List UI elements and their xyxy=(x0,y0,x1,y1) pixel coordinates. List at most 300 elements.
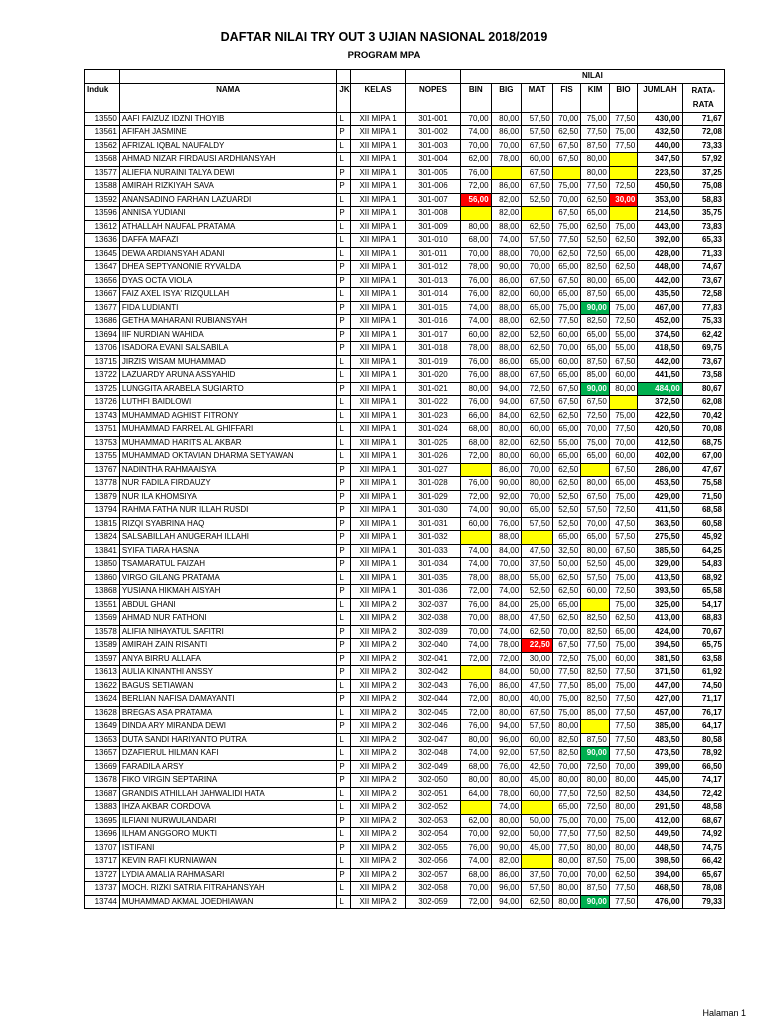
cell-bin: 68,00 xyxy=(460,234,491,248)
cell-bio: 70,00 xyxy=(609,436,638,450)
header-blank xyxy=(337,70,351,84)
cell-rata: 37,25 xyxy=(682,166,724,180)
cell-nopes: 301-017 xyxy=(406,328,461,342)
cell-jk: L xyxy=(337,598,351,612)
cell-jk: P xyxy=(337,639,351,653)
cell-jumlah: 392,00 xyxy=(638,234,682,248)
cell-bio: 57,50 xyxy=(609,531,638,545)
cell-fis: 65,00 xyxy=(552,450,581,464)
header-blank xyxy=(119,70,337,84)
cell-nama: BERLIAN NAFISA DAMAYANTI xyxy=(119,693,337,707)
cell-fis: 65,00 xyxy=(552,801,581,815)
cell-nama: MUHAMMAD HARITS AL AKBAR xyxy=(119,436,337,450)
cell-kelas: XII MIPA 1 xyxy=(351,315,406,329)
cell-big: 90,00 xyxy=(491,261,522,275)
cell-jk: P xyxy=(337,693,351,707)
cell-fis: 55,00 xyxy=(552,436,581,450)
cell-kelas: XII MIPA 2 xyxy=(351,720,406,734)
cell-bin: 72,00 xyxy=(460,490,491,504)
cell-kelas: XII MIPA 1 xyxy=(351,531,406,545)
cell-rata: 68,67 xyxy=(682,814,724,828)
cell-mat: 70,00 xyxy=(522,463,553,477)
cell-fis: 77,50 xyxy=(552,234,581,248)
cell-fis: 67,50 xyxy=(552,639,581,653)
cell-rata: 65,67 xyxy=(682,868,724,882)
header-jk: JK xyxy=(337,83,351,112)
cell-mat: 57,50 xyxy=(522,234,553,248)
cell-bio: 75,00 xyxy=(609,409,638,423)
cell-bio: 75,00 xyxy=(609,639,638,653)
cell-mat: 47,50 xyxy=(522,544,553,558)
cell-bin: 76,00 xyxy=(460,369,491,383)
cell-fis: 82,50 xyxy=(552,747,581,761)
cell-kim: 87,50 xyxy=(581,882,610,896)
cell-nopes: 301-005 xyxy=(406,166,461,180)
cell-kelas: XII MIPA 1 xyxy=(351,234,406,248)
cell-jumlah: 394,50 xyxy=(638,639,682,653)
cell-kelas: XII MIPA 1 xyxy=(351,396,406,410)
cell-kim: 80,00 xyxy=(581,153,610,167)
cell-nopes: 301-036 xyxy=(406,585,461,599)
cell-big: 88,00 xyxy=(491,369,522,383)
cell-jk: L xyxy=(337,436,351,450)
cell-rata: 73,33 xyxy=(682,139,724,153)
cell-big: 80,00 xyxy=(491,450,522,464)
cell-jumlah: 450,50 xyxy=(638,180,682,194)
cell-rata: 68,58 xyxy=(682,504,724,518)
cell-mat: 65,00 xyxy=(522,504,553,518)
cell-jk: L xyxy=(337,787,351,801)
cell-induk: 13588 xyxy=(85,180,120,194)
cell-induk: 13755 xyxy=(85,450,120,464)
cell-mat: 40,00 xyxy=(522,693,553,707)
cell-bio: 77,50 xyxy=(609,733,638,747)
cell-rata: 64,25 xyxy=(682,544,724,558)
cell-big: 88,00 xyxy=(491,342,522,356)
cell-fis: 75,00 xyxy=(552,301,581,315)
cell-kim: 65,00 xyxy=(581,328,610,342)
cell-mat: 57,50 xyxy=(522,747,553,761)
cell-mat xyxy=(522,801,553,815)
cell-kelas: XII MIPA 1 xyxy=(351,153,406,167)
table-row xyxy=(85,207,725,221)
cell-induk: 13653 xyxy=(85,733,120,747)
cell-kelas: XII MIPA 1 xyxy=(351,193,406,207)
cell-kelas: XII MIPA 1 xyxy=(351,301,406,315)
cell-induk: 13562 xyxy=(85,139,120,153)
cell-nama: DZAFIERUL HILMAN KAFI xyxy=(119,747,337,761)
cell-big: 72,00 xyxy=(491,652,522,666)
cell-jk: L xyxy=(337,895,351,909)
cell-nama: MOCH. RIZKI SATRIA FITRAHANSYAH xyxy=(119,882,337,896)
cell-bio: 67,50 xyxy=(609,544,638,558)
cell-fis: 62,50 xyxy=(552,571,581,585)
cell-bio: 62,50 xyxy=(609,868,638,882)
cell-bio: 75,00 xyxy=(609,855,638,869)
cell-jumlah: 453,50 xyxy=(638,477,682,491)
cell-jk: P xyxy=(337,558,351,572)
cell-fis: 70,00 xyxy=(552,342,581,356)
cell-rata: 64,17 xyxy=(682,720,724,734)
cell-bin: 72,00 xyxy=(460,450,491,464)
cell-induk: 13577 xyxy=(85,166,120,180)
cell-jumlah: 402,00 xyxy=(638,450,682,464)
cell-fis: 70,00 xyxy=(552,760,581,774)
cell-jk: P xyxy=(337,328,351,342)
cell-fis: 70,00 xyxy=(552,625,581,639)
cell-nopes: 302-058 xyxy=(406,882,461,896)
cell-fis: 67,50 xyxy=(552,153,581,167)
cell-induk: 13695 xyxy=(85,814,120,828)
cell-nopes: 301-032 xyxy=(406,531,461,545)
cell-bin: 74,00 xyxy=(460,504,491,518)
cell-mat: 67,50 xyxy=(522,139,553,153)
cell-kim: 75,00 xyxy=(581,652,610,666)
cell-jumlah: 385,50 xyxy=(638,544,682,558)
cell-induk: 13612 xyxy=(85,220,120,234)
cell-big: 94,00 xyxy=(491,396,522,410)
cell-kelas: XII MIPA 1 xyxy=(351,517,406,531)
cell-kelas: XII MIPA 1 xyxy=(351,409,406,423)
cell-induk: 13656 xyxy=(85,274,120,288)
cell-jumlah: 381,50 xyxy=(638,652,682,666)
cell-jumlah: 441,50 xyxy=(638,369,682,383)
cell-bio: 65,00 xyxy=(609,477,638,491)
cell-bin: 78,00 xyxy=(460,342,491,356)
cell-fis: 62,50 xyxy=(552,409,581,423)
cell-big: 70,00 xyxy=(491,558,522,572)
header-blank xyxy=(351,70,406,84)
cell-bio: 77,50 xyxy=(609,666,638,680)
cell-nopes: 301-029 xyxy=(406,490,461,504)
cell-rata: 68,75 xyxy=(682,436,724,450)
cell-kim: 87,50 xyxy=(581,733,610,747)
cell-big: 90,00 xyxy=(491,504,522,518)
cell-rata: 68,83 xyxy=(682,612,724,626)
cell-kim: 65,00 xyxy=(581,207,610,221)
document-subtitle: PROGRAM MPA xyxy=(347,50,421,61)
cell-fis: 52,50 xyxy=(552,490,581,504)
cell-rata: 71,50 xyxy=(682,490,724,504)
cell-induk: 13667 xyxy=(85,288,120,302)
cell-induk: 13677 xyxy=(85,301,120,315)
cell-nama: AFIFAH JASMINE xyxy=(119,126,337,140)
cell-kelas: XII MIPA 2 xyxy=(351,598,406,612)
cell-bio: 75,00 xyxy=(609,571,638,585)
cell-nama: DHEA SEPTYANONIE RYVALDA xyxy=(119,261,337,275)
cell-kelas: XII MIPA 1 xyxy=(351,328,406,342)
cell-jumlah: 374,50 xyxy=(638,328,682,342)
cell-rata: 80,67 xyxy=(682,382,724,396)
header-bio: BIO xyxy=(609,83,638,112)
table-row xyxy=(85,625,725,639)
table-row xyxy=(85,477,725,491)
cell-kelas: XII MIPA 2 xyxy=(351,652,406,666)
cell-bin: 74,00 xyxy=(460,126,491,140)
cell-mat: 70,00 xyxy=(522,247,553,261)
cell-kelas: XII MIPA 2 xyxy=(351,760,406,774)
cell-mat: 80,00 xyxy=(522,477,553,491)
cell-bin: 80,00 xyxy=(460,774,491,788)
table-row xyxy=(85,450,725,464)
cell-mat: 52,50 xyxy=(522,328,553,342)
cell-jk: L xyxy=(337,409,351,423)
cell-bin: 78,00 xyxy=(460,261,491,275)
cell-big: 88,00 xyxy=(491,571,522,585)
cell-kelas: XII MIPA 2 xyxy=(351,895,406,909)
cell-big: 80,00 xyxy=(491,112,522,126)
cell-nopes: 301-023 xyxy=(406,409,461,423)
cell-jk: P xyxy=(337,720,351,734)
cell-bin: 76,00 xyxy=(460,355,491,369)
cell-bio: 77,50 xyxy=(609,112,638,126)
cell-kim: 72,50 xyxy=(581,760,610,774)
header-jumlah: JUMLAH xyxy=(638,83,682,112)
cell-jk: L xyxy=(337,612,351,626)
cell-bio: 72,50 xyxy=(609,585,638,599)
cell-induk: 13589 xyxy=(85,639,120,653)
cell-bio: 77,50 xyxy=(609,720,638,734)
cell-bio xyxy=(609,166,638,180)
cell-rata: 72,58 xyxy=(682,288,724,302)
cell-jumlah: 412,00 xyxy=(638,814,682,828)
cell-induk: 13726 xyxy=(85,396,120,410)
cell-big: 76,00 xyxy=(491,760,522,774)
cell-nama: ISTIFANI xyxy=(119,841,337,855)
cell-big: 84,00 xyxy=(491,666,522,680)
cell-mat: 60,00 xyxy=(522,153,553,167)
table-row xyxy=(85,261,725,275)
cell-bin: 72,00 xyxy=(460,180,491,194)
cell-jk: P xyxy=(337,517,351,531)
cell-nama: SYIFA TIARA HASNA xyxy=(119,544,337,558)
cell-kelas: XII MIPA 2 xyxy=(351,747,406,761)
cell-jumlah: 363,50 xyxy=(638,517,682,531)
cell-big: 88,00 xyxy=(491,220,522,234)
cell-bio: 65,00 xyxy=(609,247,638,261)
cell-bio: 82,50 xyxy=(609,787,638,801)
cell-big: 86,00 xyxy=(491,679,522,693)
cell-induk: 13669 xyxy=(85,760,120,774)
cell-big: 82,00 xyxy=(491,207,522,221)
cell-kelas: XII MIPA 1 xyxy=(351,436,406,450)
cell-bin: 72,00 xyxy=(460,895,491,909)
cell-bin: 74,00 xyxy=(460,315,491,329)
cell-big: 82,00 xyxy=(491,288,522,302)
cell-rata: 61,92 xyxy=(682,666,724,680)
cell-nama: FAIZ AXEL ISYA' RIZQULLAH xyxy=(119,288,337,302)
cell-fis: 80,00 xyxy=(552,720,581,734)
cell-nopes: 301-007 xyxy=(406,193,461,207)
cell-kelas: XII MIPA 1 xyxy=(351,261,406,275)
table-row xyxy=(85,760,725,774)
cell-kelas: XII MIPA 1 xyxy=(351,355,406,369)
cell-jk: P xyxy=(337,315,351,329)
cell-kim xyxy=(581,463,610,477)
cell-big: 74,00 xyxy=(491,585,522,599)
cell-big: 84,00 xyxy=(491,598,522,612)
cell-rata: 35,75 xyxy=(682,207,724,221)
cell-big: 92,00 xyxy=(491,747,522,761)
cell-fis: 80,00 xyxy=(552,882,581,896)
cell-induk: 13645 xyxy=(85,247,120,261)
table-row xyxy=(85,855,725,869)
cell-jumlah: 445,00 xyxy=(638,774,682,788)
cell-rata: 47,67 xyxy=(682,463,724,477)
cell-mat: 72,50 xyxy=(522,382,553,396)
table-row xyxy=(85,774,725,788)
cell-nama: AMIRAH ZAIN RISANTI xyxy=(119,639,337,653)
cell-fis: 65,00 xyxy=(552,261,581,275)
cell-nama: LUTHFI BAIDLOWI xyxy=(119,396,337,410)
cell-jumlah: 448,00 xyxy=(638,261,682,275)
cell-big: 78,00 xyxy=(491,787,522,801)
cell-jumlah: 468,50 xyxy=(638,882,682,896)
cell-kelas: XII MIPA 1 xyxy=(351,112,406,126)
cell-nama: SALSABILLAH ANUGERAH ILLAHI xyxy=(119,531,337,545)
cell-nama: DYAS OCTA VIOLA xyxy=(119,274,337,288)
cell-nama: RAHMA FATHA NUR ILLAH RUSDI xyxy=(119,504,337,518)
cell-jk: P xyxy=(337,166,351,180)
cell-fis: 62,50 xyxy=(552,612,581,626)
cell-bin: 62,00 xyxy=(460,153,491,167)
cell-kim: 52,50 xyxy=(581,558,610,572)
table-row xyxy=(85,531,725,545)
cell-jk: L xyxy=(337,423,351,437)
cell-kim: 85,00 xyxy=(581,706,610,720)
cell-kelas: XII MIPA 2 xyxy=(351,841,406,855)
cell-kim: 90,00 xyxy=(581,301,610,315)
cell-fis: 72,50 xyxy=(552,652,581,666)
cell-nopes: 302-041 xyxy=(406,652,461,666)
cell-nopes: 302-056 xyxy=(406,855,461,869)
cell-rata: 70,42 xyxy=(682,409,724,423)
cell-mat: 67,50 xyxy=(522,274,553,288)
cell-induk: 13578 xyxy=(85,625,120,639)
cell-big: 88,00 xyxy=(491,531,522,545)
cell-fis: 62,50 xyxy=(552,126,581,140)
cell-jumlah: 412,50 xyxy=(638,436,682,450)
cell-nopes: 301-012 xyxy=(406,261,461,275)
cell-mat: 57,50 xyxy=(522,882,553,896)
cell-jumlah: 432,50 xyxy=(638,126,682,140)
cell-induk: 13722 xyxy=(85,369,120,383)
table-row xyxy=(85,126,725,140)
cell-kelas: XII MIPA 1 xyxy=(351,504,406,518)
cell-jumlah: 449,50 xyxy=(638,828,682,842)
cell-big: 94,00 xyxy=(491,382,522,396)
cell-jk: L xyxy=(337,288,351,302)
cell-mat: 60,00 xyxy=(522,288,553,302)
cell-mat: 52,50 xyxy=(522,585,553,599)
cell-bin: 78,00 xyxy=(460,571,491,585)
cell-fis: 77,50 xyxy=(552,828,581,842)
cell-fis: 32,50 xyxy=(552,544,581,558)
cell-jk: P xyxy=(337,342,351,356)
cell-induk: 13561 xyxy=(85,126,120,140)
cell-rata: 54,17 xyxy=(682,598,724,612)
cell-rata: 45,92 xyxy=(682,531,724,545)
table-row xyxy=(85,706,725,720)
cell-jk: P xyxy=(337,531,351,545)
cell-induk: 13715 xyxy=(85,355,120,369)
cell-kim: 82,50 xyxy=(581,261,610,275)
table-row xyxy=(85,693,725,707)
cell-kelas: XII MIPA 1 xyxy=(351,139,406,153)
table-row xyxy=(85,139,725,153)
cell-bio: 67,50 xyxy=(609,463,638,477)
cell-kim: 75,00 xyxy=(581,436,610,450)
cell-jumlah: 418,50 xyxy=(638,342,682,356)
cell-induk: 13569 xyxy=(85,612,120,626)
cell-rata: 66,42 xyxy=(682,855,724,869)
cell-kelas: XII MIPA 1 xyxy=(351,274,406,288)
cell-jk: L xyxy=(337,234,351,248)
cell-fis: 62,50 xyxy=(552,463,581,477)
cell-jumlah: 483,50 xyxy=(638,733,682,747)
cell-fis: 67,50 xyxy=(552,382,581,396)
cell-nama: DUTA SANDI HARIYANTO PUTRA xyxy=(119,733,337,747)
cell-nopes: 302-039 xyxy=(406,625,461,639)
cell-bio: 77,50 xyxy=(609,895,638,909)
cell-jumlah: 275,50 xyxy=(638,531,682,545)
cell-rata: 73,83 xyxy=(682,220,724,234)
cell-mat: 60,00 xyxy=(522,733,553,747)
cell-nopes: 301-006 xyxy=(406,180,461,194)
cell-mat: 62,50 xyxy=(522,436,553,450)
cell-mat: 60,00 xyxy=(522,423,553,437)
cell-jumlah: 399,00 xyxy=(638,760,682,774)
cell-bio: 72,50 xyxy=(609,315,638,329)
cell-induk: 13725 xyxy=(85,382,120,396)
table-row xyxy=(85,153,725,167)
cell-induk: 13727 xyxy=(85,868,120,882)
cell-big: 80,00 xyxy=(491,706,522,720)
cell-induk: 13737 xyxy=(85,882,120,896)
cell-big: 74,00 xyxy=(491,801,522,815)
cell-big: 82,00 xyxy=(491,436,522,450)
cell-rata: 58,83 xyxy=(682,193,724,207)
cell-big: 80,00 xyxy=(491,693,522,707)
cell-nopes: 302-047 xyxy=(406,733,461,747)
cell-induk: 13743 xyxy=(85,409,120,423)
table-row xyxy=(85,234,725,248)
cell-big: 88,00 xyxy=(491,612,522,626)
table-row xyxy=(85,463,725,477)
cell-bio: 77,50 xyxy=(609,139,638,153)
table-row xyxy=(85,436,725,450)
cell-bin: 80,00 xyxy=(460,733,491,747)
cell-big: 86,00 xyxy=(491,126,522,140)
cell-mat: 47,50 xyxy=(522,612,553,626)
cell-jumlah: 385,00 xyxy=(638,720,682,734)
cell-fis: 60,00 xyxy=(552,355,581,369)
cell-bio: 75,00 xyxy=(609,126,638,140)
cell-rata: 78,08 xyxy=(682,882,724,896)
cell-big: 88,00 xyxy=(491,247,522,261)
cell-rata: 68,92 xyxy=(682,571,724,585)
cell-nopes: 302-046 xyxy=(406,720,461,734)
cell-jumlah: 452,00 xyxy=(638,315,682,329)
cell-kelas: XII MIPA 1 xyxy=(351,544,406,558)
cell-kim: 80,00 xyxy=(581,166,610,180)
cell-induk: 13613 xyxy=(85,666,120,680)
cell-mat: 70,00 xyxy=(522,261,553,275)
cell-jumlah: 325,00 xyxy=(638,598,682,612)
cell-nama: ANNISA YUDIANI xyxy=(119,207,337,221)
cell-bio: 77,50 xyxy=(609,693,638,707)
cell-nama: ANANSADINO FARHAN LAZUARDI xyxy=(119,193,337,207)
